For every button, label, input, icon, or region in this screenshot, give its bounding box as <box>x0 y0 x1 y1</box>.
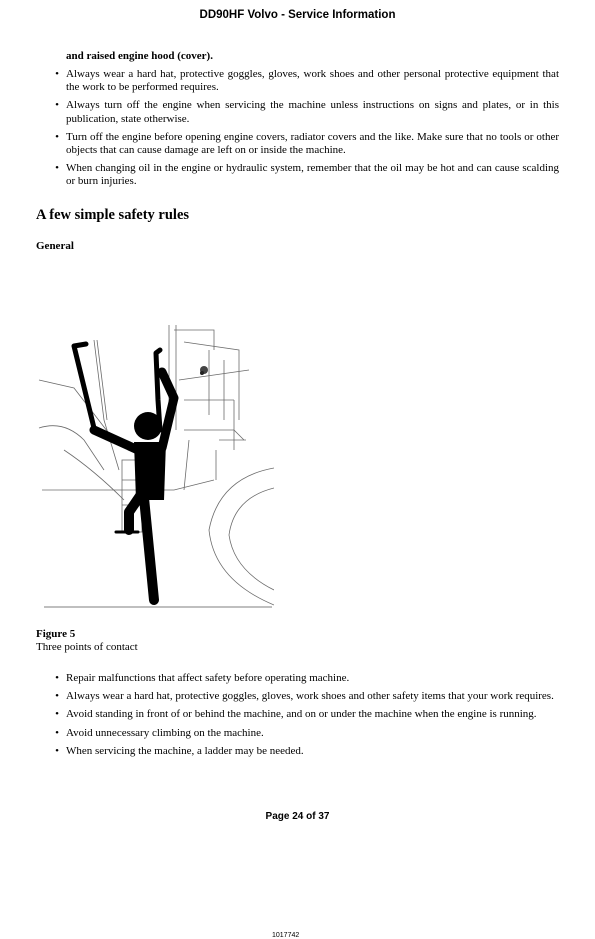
list-item-text: Avoid unnecessary climbing on the machine. <box>66 726 264 739</box>
list-item <box>52 690 559 703</box>
list-item <box>52 131 559 157</box>
figure-label: Figure 5 <box>36 628 76 640</box>
bullet-icon: • <box>55 99 59 112</box>
bullet-icon: • <box>55 162 59 175</box>
page-header: DD90HF Volvo - Service Information <box>199 9 396 21</box>
list-item-text: Repair malfunctions that affect safety before operating machine. <box>66 672 350 684</box>
list-item-text: Turn off the engine before opening engine covers, radiator covers and the like. Make sure that no tools or other objects that can cause damage are left on or inside the machine. <box>66 130 559 157</box>
list-item <box>52 162 559 188</box>
list-item <box>52 745 559 758</box>
page-footer: Page 24 of 37 <box>265 811 330 822</box>
bullet-icon: • <box>55 708 59 721</box>
continuation-text: and raised engine hood (cover). <box>66 50 213 62</box>
figure-code: 1017742 <box>272 932 300 939</box>
list-item-text: Always wear a hard hat, protective goggles, gloves, work shoes and other personal protective equipment that the work to be performed requires. <box>66 68 559 94</box>
list-item <box>52 672 559 685</box>
list-item-text: When servicing the machine, a ladder may be needed. <box>66 744 304 757</box>
list-item <box>52 68 559 94</box>
list-item-text: Always wear a hard hat, protective goggles, gloves, work shoes and other safety items that your work requires. <box>66 690 554 703</box>
safety-list-general <box>52 672 559 763</box>
list-item-text: Always turn off the engine when servicing the machine unless instructions on signs and plates, or in this publication, state otherwise. <box>66 99 559 125</box>
bullet-icon: • <box>55 68 59 80</box>
bullet-icon: • <box>55 726 59 739</box>
list-item <box>52 708 559 721</box>
bullet-icon: • <box>55 690 59 703</box>
list-item <box>52 99 559 125</box>
bullet-icon: • <box>55 744 59 757</box>
list-item-text: Avoid standing in front of or behind the machine, and on or under the machine when the engine is running. <box>66 708 537 721</box>
bullet-icon: • <box>55 672 59 684</box>
section-heading: A few simple safety rules <box>36 207 190 223</box>
list-item-text: When changing oil in the engine or hydraulic system, remember that the oil may be hot and can cause scalding or burn injuries. <box>66 162 559 188</box>
list-item <box>52 727 559 740</box>
subsection-heading: General <box>36 240 74 252</box>
machine-climbing-illustration <box>34 320 274 626</box>
safety-list-top <box>52 68 559 194</box>
bullet-icon: • <box>55 130 59 143</box>
figure-caption: Three points of contact <box>36 641 138 653</box>
